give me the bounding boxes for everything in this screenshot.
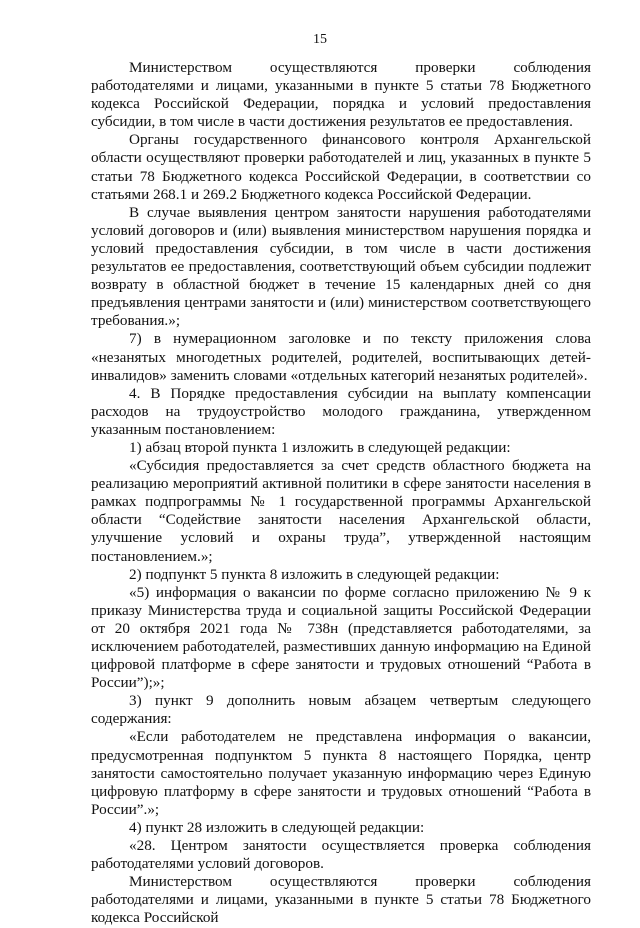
document-body (91, 59, 591, 928)
paragraph-item-4: 4) пункт 28 изложить в следующей редакции: (129, 818, 425, 836)
page-number: 15 (313, 32, 327, 47)
paragraph-item-2: 2) подпункт 5 пункта 8 изложить в следующей редакции: (129, 565, 500, 583)
paragraph-ministry-checks-continued: Министерством осуществляются проверки соблюдения работодателями и лицами, указанными в пункте 5 статьи 78 Бюджетного кодекса Российской (91, 873, 591, 927)
paragraph-point-28: «28. Центром занятости осуществляется проверка соблюдения работодателями условий договоров. (91, 837, 591, 873)
paragraph-item-7: 7) в нумерационном заголовке и по тексту приложения слова «незанятых многодетных родителей, родителей, воспитывающих детей-инвалидов» заменить словами «отдельных категорий незанятых родителей». (91, 330, 591, 384)
paragraph-employer-no-info: «Если работодателем не представлена информация о вакансии, предусмотренная подпунктом 5 пункта 8 настоящего Порядка, центр занятости самостоятельно получает указанную информацию через Единую цифровую платформу в сфере занятости и трудовых отношений “Работа в России”.»; (91, 728, 591, 818)
paragraph-section-4: 4. В Порядке предоставления субсидии на выплату компенсации расходов на трудоустройство молодого гражданина, утвержденном указанным постановлением: (91, 384, 591, 438)
paragraph-item-3: 3) пункт 9 дополнить новым абзацем четвертым следующего содержания: (91, 692, 591, 728)
paragraph-vacancy-info: «5) информация о вакансии по форме согласно приложению № 9 к приказу Министерства труда и социальной защиты Российской Федерации от 20 октября 2021 года № 738н (представляется работодателями, за исключением работодателей, разместивших данную информацию на Единой цифровой платформе в сфере занятости и трудовых отношений “Работа в России”);»; (91, 583, 591, 692)
paragraph-subsidy-source: «Субсидия предоставляется за счет средств областного бюджета на реализацию мероприятий активной политики в сфере занятости населения в рамках подпрограммы № 1 государственной программы Архангельской области “Содействие занятости населения Архангельской области, улучшение условий и охраны труда”, утвержденной настоящим постановлением.»; (91, 457, 591, 565)
paragraph-ministry-checks: Министерством осуществляются проверки соблюдения работодателями и лицами, указанными в пункте 5 статьи 78 Бюджетного кодекса Российской Федерации, порядка и условий предоставления субсидии, в том числе в части достижения результатов ее предоставления. (91, 59, 591, 131)
paragraph-financial-control: Органы государственного финансового контроля Архангельской области осуществляют проверки работодателей и лиц, указанных в пункте 5 статьи 78 Бюджетного кодекса Российской Федерации, в соответствии со статьями 268.1 и 269.2 Бюджетного кодекса Российской Федерации. (91, 131, 591, 203)
paragraph-violations-refund: В случае выявления центром занятости нарушения работодателями условий договоров и (или) выявления министерством нарушения порядка и условий предоставления субсидии, в том числе в части достижения результатов ее предоставления, соответствующий объем субсидии подлежит возврату в областной бюджет в течение 15 календарных дней со дня предъявления центрами занятости и (или) министерством соответствующего требования.»; (91, 203, 591, 330)
paragraph-item-1: 1) абзац второй пункта 1 изложить в следующей редакции: (129, 438, 511, 456)
